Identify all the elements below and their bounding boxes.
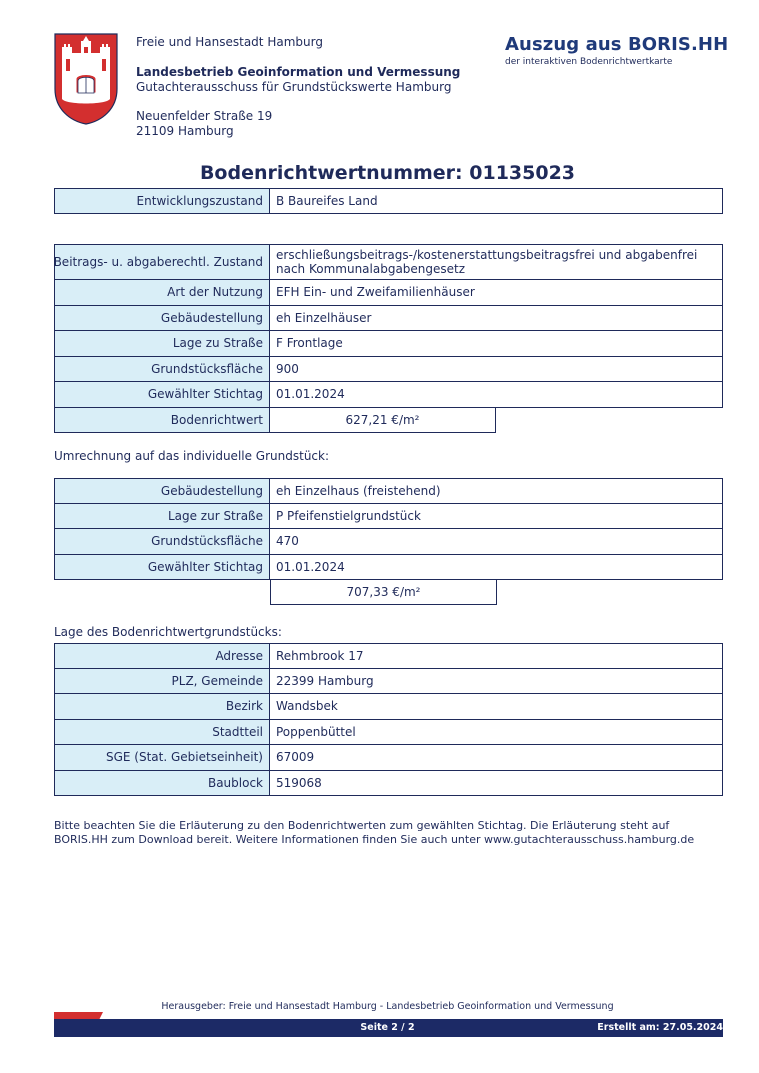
document-title: Bodenrichtwertnummer: 01135023 <box>199 162 576 184</box>
table-row <box>54 306 723 332</box>
table-entwicklungszustand <box>54 188 723 214</box>
row-label: Art der Nutzung <box>54 280 270 306</box>
row-value: eh Einzelhäuser <box>270 306 723 332</box>
section-umrechnung: Umrechnung auf das individuelle Grundstück: <box>54 449 330 463</box>
row-value: Poppenbüttel <box>270 720 723 746</box>
org-line2: Landesbetrieb Geoinformation und Vermessung <box>136 65 461 79</box>
table-umrechnung <box>54 478 723 580</box>
row-label: Gewählter Stichtag <box>54 382 270 408</box>
product-subtitle: der interaktiven Bodenrichtwertkarte <box>505 57 673 67</box>
table-row <box>54 478 723 504</box>
row-label: Entwicklungszustand <box>54 188 270 214</box>
row-value: erschließungsbeitrags-/kostenerstattungsbeitragsfrei und abgabenfrei nach Kommunalabgabengesetz <box>270 244 723 280</box>
row-label: Gebäudestellung <box>54 478 270 504</box>
row-label: Baublock <box>54 771 270 797</box>
table-row <box>54 408 723 434</box>
org-line1: Freie und Hansestadt Hamburg <box>136 35 323 49</box>
table-row <box>54 382 723 408</box>
row-value: 470 <box>270 529 723 555</box>
table-row <box>54 280 723 306</box>
table-row <box>54 188 723 214</box>
bodenrichtwert-value: 627,21 €/m² <box>270 408 496 434</box>
table-row <box>54 694 723 720</box>
row-value: EFH Ein- und Zweifamilienhäuser <box>270 280 723 306</box>
table-row <box>54 745 723 771</box>
footer-created-date: Erstellt am: 27.05.2024 <box>597 1022 723 1033</box>
table-row <box>54 331 723 357</box>
section-lage: Lage des Bodenrichtwertgrundstücks: <box>54 625 282 639</box>
row-value: F Frontlage <box>270 331 723 357</box>
row-value: Rehmbrook 17 <box>270 643 723 669</box>
row-value: 22399 Hamburg <box>270 669 723 695</box>
header-product <box>505 34 735 67</box>
table-row <box>54 244 723 280</box>
org-city: 21109 Hamburg <box>136 124 234 138</box>
publisher-line: Herausgeber: Freie und Hansestadt Hamburg - Landesbetrieb Geoinformation und Vermessung <box>161 1001 614 1012</box>
table-row <box>54 529 723 555</box>
row-value: P Pfeifenstielgrundstück <box>270 504 723 530</box>
row-value: Wandsbek <box>270 694 723 720</box>
row-label: Bezirk <box>54 694 270 720</box>
row-value: 01.01.2024 <box>270 382 723 408</box>
table-row <box>54 720 723 746</box>
row-value: 01.01.2024 <box>270 555 723 581</box>
explanation-note: Bitte beachten Sie die Erläuterung zu den Bodenrichtwerten zum gewählten Stichtag. Die Erläuterung steht auf BORIS.HH zum Download bereit. Weitere Informationen finden Sie auch unter www.gutachterausschuss.hamburg.de <box>54 819 695 846</box>
row-value: B Baureifes Land <box>270 188 723 214</box>
row-label: Stadtteil <box>54 720 270 746</box>
table-row <box>54 771 723 797</box>
product-title: Auszug aus BORIS.HH <box>505 34 729 55</box>
hamburg-crest-icon <box>54 33 118 125</box>
table-row <box>54 504 723 530</box>
header-organization <box>136 35 460 139</box>
table-row <box>54 357 723 383</box>
row-label: Lage zur Straße <box>54 504 270 530</box>
row-label: Bodenrichtwert <box>54 408 270 434</box>
row-value: 900 <box>270 357 723 383</box>
row-label: Adresse <box>54 643 270 669</box>
row-label: SGE (Stat. Gebietseinheit) <box>54 745 270 771</box>
org-street: Neuenfelder Straße 19 <box>136 109 273 123</box>
row-label: Gewählter Stichtag <box>54 555 270 581</box>
row-label: PLZ, Gemeinde <box>54 669 270 695</box>
row-label: Grundstücksfläche <box>54 357 270 383</box>
table-bodenrichtwert <box>54 244 723 433</box>
table-row <box>54 669 723 695</box>
row-value: 519068 <box>270 771 723 797</box>
footer-page-number: Seite 2 / 2 <box>360 1022 415 1033</box>
result-value: 707,33 €/m² <box>270 579 497 605</box>
row-value: eh Einzelhaus (freistehend) <box>270 478 723 504</box>
row-label: Lage zu Straße <box>54 331 270 357</box>
table-row <box>54 643 723 669</box>
row-label: Gebäudestellung <box>54 306 270 332</box>
row-label: Beitrags- u. abgaberechtl. Zustand <box>54 244 270 280</box>
table-row <box>54 555 723 581</box>
table-lage <box>54 643 723 796</box>
row-label: Grundstücksfläche <box>54 529 270 555</box>
row-value: 67009 <box>270 745 723 771</box>
org-line3: Gutachterausschuss für Grundstückswerte Hamburg <box>136 80 452 94</box>
